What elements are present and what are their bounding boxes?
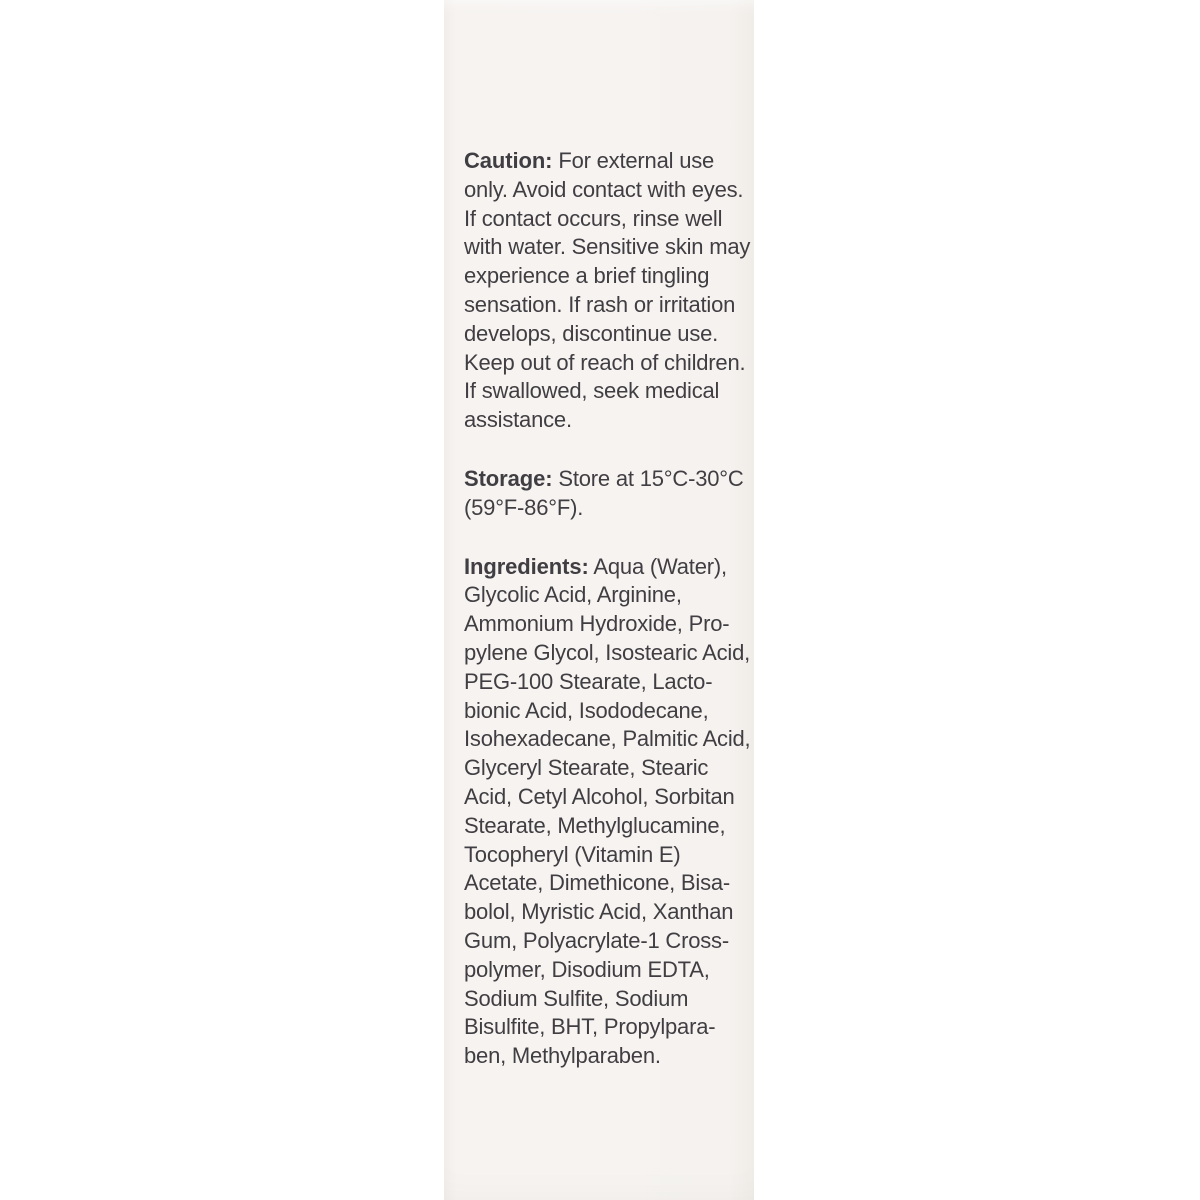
text-line: pylene Glycol, Isostearic Acid, [464,639,751,665]
text-line: develops, discontinue use. [464,320,719,346]
ingredients-paragraph [464,553,752,1071]
text-line: Sodium Sulfite, Sodium [464,985,689,1011]
text-line: experience a brief tingling [464,263,710,289]
text-line-part: Aqua (Water), [593,553,727,579]
text-line: Glyceryl Stearate, Stearic [464,755,709,781]
text-line: Gum, Polyacrylate-1 Cross- [464,927,729,953]
text-line [464,465,752,494]
text-line: assistance. [464,407,572,433]
storage-heading: Storage: [464,465,553,491]
text-line: Acetate, Dimethicone, Bisa- [464,870,731,896]
caution-heading: Caution: [464,148,553,173]
text-line: PEG-100 Stearate, Lacto- [464,668,713,694]
text-line: Isohexadecane, Palmitic Acid, [464,726,751,752]
text-line: bionic Acid, Isododecane, [464,697,709,723]
text-line-part: Store at 15°C-30°C [558,465,744,491]
text-line: (59°F-86°F). [464,494,584,520]
text-line [464,147,752,176]
text-line: Ammonium Hydroxide, Pro- [464,611,730,637]
text-line: sensation. If rash or irritation [464,291,736,317]
text-line [464,553,752,582]
caution-paragraph [464,147,752,435]
text-line: Bisulfite, BHT, Propylpara- [464,1014,716,1040]
ingredients-heading: Ingredients: [464,553,589,579]
text-line: Acid, Cetyl Alcohol, Sorbitan [464,783,735,809]
text-line: with water. Sensitive skin may [464,234,751,260]
text-line: polymer, Disodium EDTA, [464,956,710,982]
text-line-part: For external use [558,148,715,173]
text-line: If swallowed, seek medical [464,378,720,404]
product-box-side-panel [444,0,754,1200]
text-line: Stearate, Methylglucamine, [464,812,726,838]
text-line: bolol, Myristic Acid, Xanthan [464,899,734,925]
storage-paragraph [464,465,752,523]
text-line: Tocopheryl (Vitamin E) [464,841,681,867]
text-line: ben, Methylparaben. [464,1043,661,1069]
text-line: only. Avoid contact with eyes. [464,176,744,202]
text-line: If contact occurs, rinse well [464,205,723,231]
label-text-block [464,147,752,1101]
text-line: Keep out of reach of children. [464,349,746,375]
text-line: Glycolic Acid, Arginine, [464,582,682,608]
